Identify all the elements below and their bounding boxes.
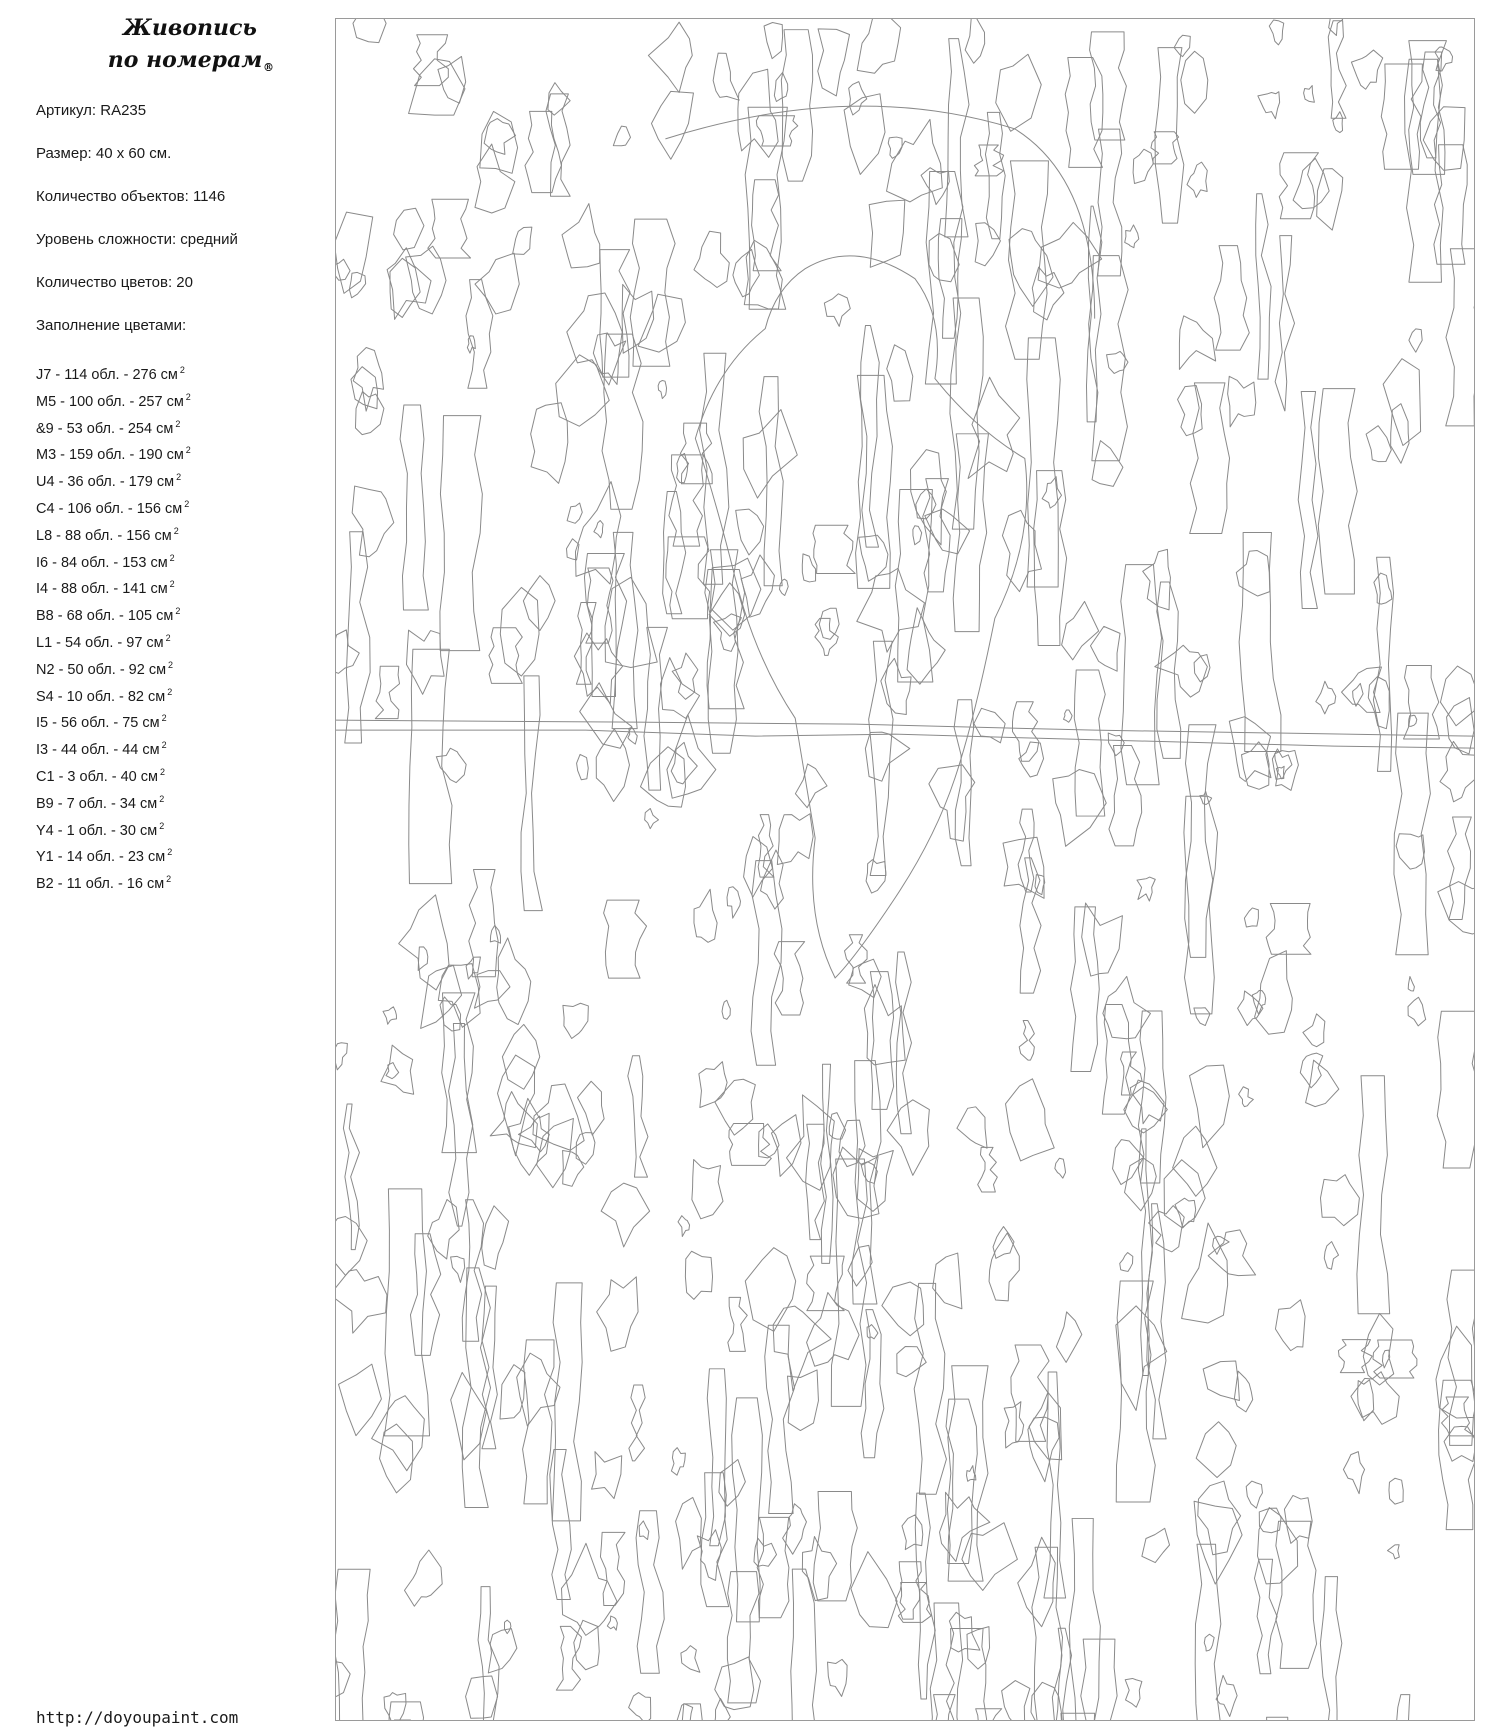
legend-item [36,467,191,494]
legend-item-text: N2 - 50 обл. - 92 см [36,661,167,678]
coloring-canvas [335,18,1475,1721]
legend-item-unit-exponent: 2 [185,445,191,456]
registered-mark: ® [263,61,274,74]
brand-logo [80,12,300,76]
legend-item-unit-exponent: 2 [165,632,171,643]
legend-item [36,869,191,896]
brand-line-2: по номерам [107,47,263,73]
legend-item-text: M5 - 100 обл. - 257 см [36,393,184,410]
legend-item-text: &9 - 53 обл. - 254 см [36,420,174,437]
legend-item-unit-exponent: 2 [167,847,173,858]
legend-item-unit-exponent: 2 [169,579,175,590]
legend-item-unit-exponent: 2 [173,525,179,536]
legend-item [36,387,191,414]
legend-item [36,789,191,816]
legend-item-unit-exponent: 2 [159,820,165,831]
legend-item [36,816,191,843]
legend-item-text: S4 - 10 обл. - 82 см [36,688,166,705]
legend-item-unit-exponent: 2 [161,713,167,724]
legend-item-text: I6 - 84 обл. - 153 см [36,554,168,571]
legend-item [36,735,191,762]
legend-item-unit-exponent: 2 [169,552,175,563]
article-number: Артикул: RA235 [36,102,147,119]
legend-item [36,762,191,789]
legend-item [36,842,191,869]
outline-drawing [336,19,1474,1720]
legend-item-text: B9 - 7 обл. - 34 см [36,795,158,812]
legend-item-text: Y4 - 1 обл. - 30 см [36,822,158,839]
legend-item-text: Y1 - 14 обл. - 23 см [36,849,166,866]
color-legend [36,360,191,896]
legend-item [36,601,191,628]
legend-item [36,494,191,521]
legend-item-unit-exponent: 2 [185,391,191,402]
legend-item-unit-exponent: 2 [175,606,181,617]
legend-item [36,708,191,735]
legend-item-text: J7 - 114 обл. - 276 см [36,367,178,383]
website-link[interactable]: http://doyoupaint.com [36,1708,239,1727]
legend-item-unit-exponent: 2 [166,874,172,885]
legend-item-text: U4 - 36 обл. - 179 см [36,474,175,491]
fill-heading: Заполнение цветами: [36,317,187,334]
legend-item-unit-exponent: 2 [167,686,173,697]
legend-item-text: I3 - 44 обл. - 44 см [36,742,160,759]
legend-item-text: I5 - 56 обл. - 75 см [36,715,160,732]
legend-item-text: L1 - 54 обл. - 97 см [36,634,164,651]
legend-item-text: L8 - 88 обл. - 156 см [36,527,172,544]
legend-item-unit-exponent: 2 [179,365,185,375]
legend-item-unit-exponent: 2 [161,740,167,751]
legend-item-unit-exponent: 2 [159,766,165,777]
legend-item [36,574,191,601]
legend-item-text: C4 - 106 обл. - 156 см [36,500,183,517]
legend-item-text: B8 - 68 обл. - 105 см [36,608,174,625]
legend-item-text: M3 - 159 обл. - 190 см [36,447,184,464]
legend-item [36,414,191,441]
legend-item-unit-exponent: 2 [176,472,182,483]
legend-item [36,548,191,575]
difficulty-level: Уровень сложности: средний [36,231,238,248]
product-meta [36,100,238,358]
legend-item-unit-exponent: 2 [159,793,165,804]
info-sidebar [0,0,330,1736]
legend-item-text: C1 - 3 обл. - 40 см [36,768,158,785]
legend-item-unit-exponent: 2 [175,418,181,429]
object-count: Количество объектов: 1146 [36,188,226,205]
canvas-size: Размер: 40 х 60 см. [36,145,172,162]
legend-item [36,682,191,709]
outline-regions [336,19,1474,1720]
legend-item-text: B2 - 11 обл. - 16 см [36,876,165,893]
color-count: Количество цветов: 20 [36,274,193,291]
brand-line-1: Живопись [123,15,257,41]
legend-item [36,521,191,548]
legend-item-text: I4 - 88 обл. - 141 см [36,581,168,598]
legend-item [36,655,191,682]
legend-item-unit-exponent: 2 [168,659,174,670]
legend-item-unit-exponent: 2 [184,498,190,509]
legend-item [36,440,191,467]
legend-item [36,360,191,387]
legend-item [36,628,191,655]
